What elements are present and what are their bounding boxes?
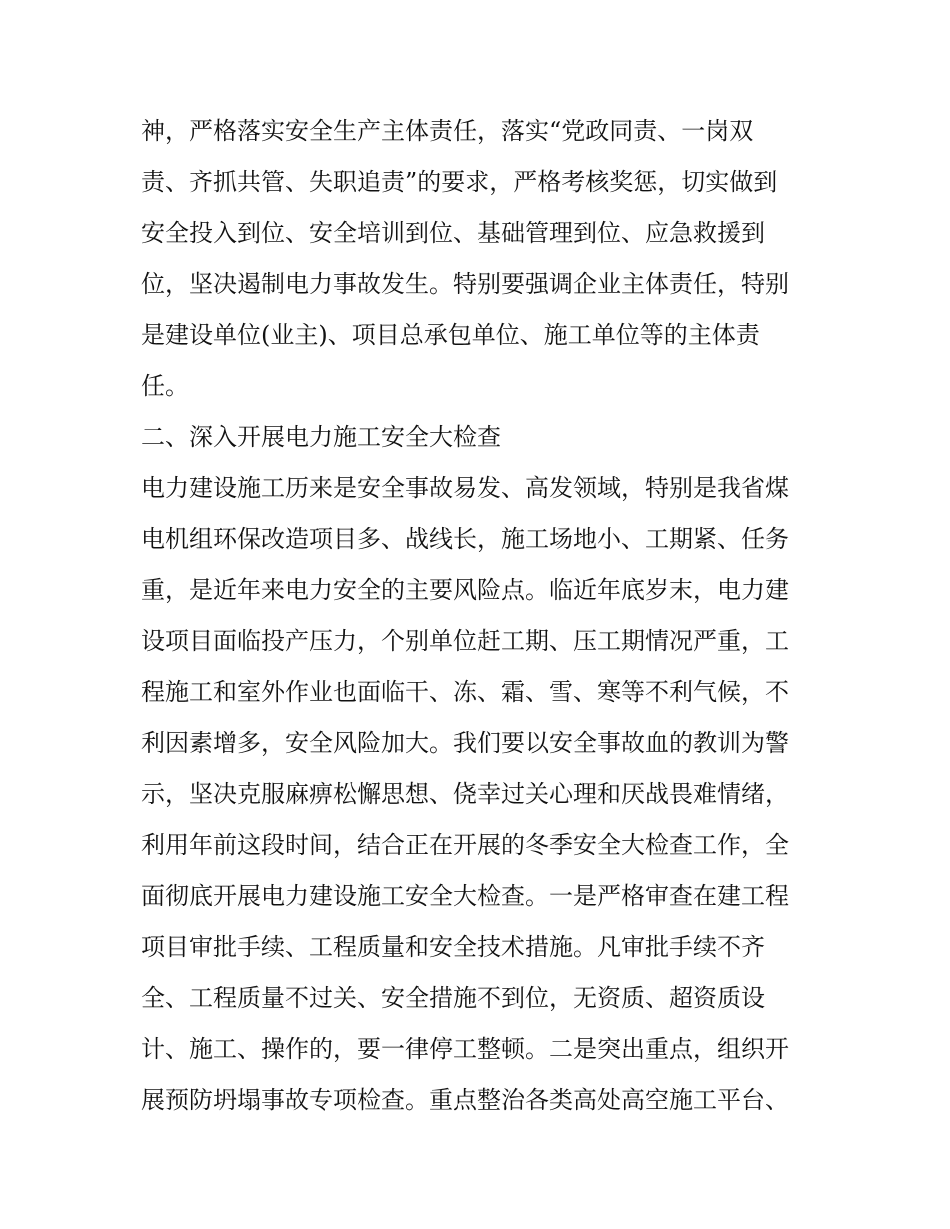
text-line: 全、工程质量不过关、安全措施不到位，无资质、超资质设: [141, 984, 765, 1012]
text-line: 责、齐抓共管、失职追责”的要求，严格考核奖惩，切实做到: [141, 168, 778, 196]
body-text: [141, 106, 813, 1126]
text-line: 任。: [141, 372, 189, 400]
section-heading: 二、深入开展电力施工安全大检查: [141, 423, 501, 451]
text-line: 神，严格落实安全生产主体责任，落实“党政同责、一岗双: [141, 117, 754, 145]
text-line: 利用年前这段时间，结合正在开展的冬季安全大检查工作，全: [141, 831, 789, 859]
text-line: 电力建设施工历来是安全事故易发、高发领域，特别是我省煤: [141, 474, 789, 502]
text-line: 程施工和室外作业也面临干、冻、霜、雪、寒等不利气候，不: [141, 678, 789, 706]
text-line: 设项目面临投产压力，个别单位赶工期、压工期情况严重，工: [141, 627, 789, 655]
text-line: 安全投入到位、安全培训到位、基础管理到位、应急救援到: [141, 219, 765, 247]
text-line: 是建设单位(业主)、项目总承包单位、施工单位等的主体责: [141, 321, 760, 349]
text-line: 重，是近年来电力安全的主要风险点。临近年底岁末，电力建: [141, 576, 789, 604]
text-line: 面彻底开展电力建设施工安全大检查。一是严格审查在建工程: [141, 882, 789, 910]
text-line: 利因素增多，安全风险加大。我们要以安全事故血的教训为警: [141, 729, 789, 757]
text-line: 项目审批手续、工程质量和安全技术措施。凡审批手续不齐: [141, 933, 765, 961]
text-line: 位，坚决遏制电力事故发生。特别要强调企业主体责任，特别: [141, 270, 789, 298]
text-line: 电机组环保改造项目多、战线长，施工场地小、工期紧、任务: [141, 525, 789, 553]
text-line: 示，坚决克服麻痹松懈思想、侥幸过关心理和厌战畏难情绪，: [141, 780, 789, 808]
text-line: 计、施工、操作的，要一律停工整顿。二是突出重点，组织开: [141, 1035, 789, 1063]
text-line: 展预防坍塌事故专项检查。重点整治各类高处高空施工平台、: [141, 1086, 789, 1114]
